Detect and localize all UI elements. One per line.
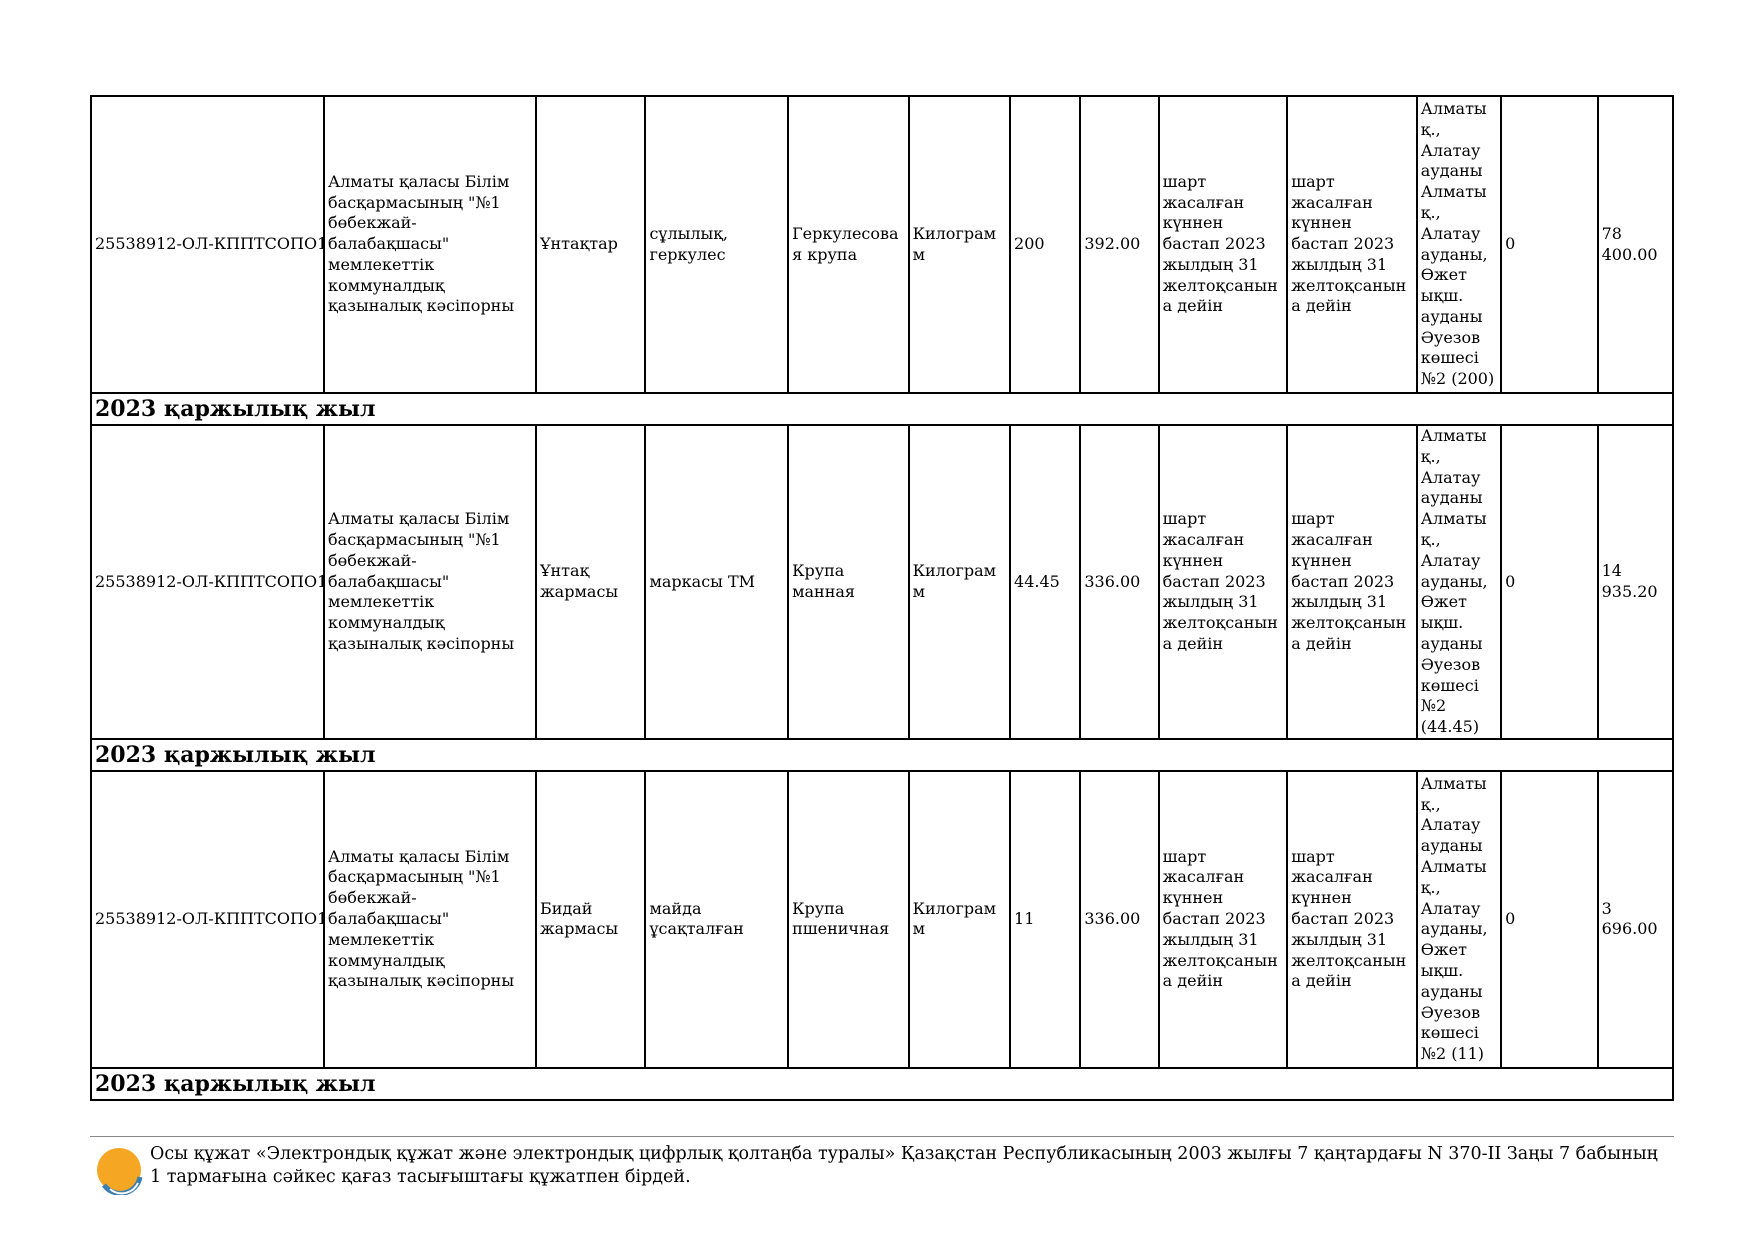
table-row <box>91 96 1673 393</box>
delivery-start-cell: шарт жасалған күннен бастап 2023 жылдың 31 желтоқсанына дейін <box>1159 96 1288 393</box>
egov-logo-icon <box>94 1145 144 1195</box>
total-cell: 78 400.00 <box>1598 96 1673 393</box>
product-cell: Ұнтақтар <box>536 96 645 393</box>
year-label: 2023 қаржылық жыл <box>91 393 1673 425</box>
advance-cell: 0 <box>1501 96 1597 393</box>
year-label: 2023 қаржылық жыл <box>91 739 1673 771</box>
unit-cell: Килограмм <box>909 425 1010 739</box>
product-cell: Бидай жармасы <box>536 771 645 1068</box>
delivery-end-cell: шарт жасалған күннен бастап 2023 жылдың 31 желтоқсанына дейін <box>1287 96 1417 393</box>
price-cell: 392.00 <box>1080 96 1158 393</box>
advance-cell: 0 <box>1501 771 1597 1068</box>
organization-cell: Алматы қаласы Білім басқармасының "№1 бөбекжай-балабақшасы" мемлекеттік коммуналдық қазыналық кәсіпорны <box>324 96 536 393</box>
delivery-end-cell: шарт жасалған күннен бастап 2023 жылдың 31 желтоқсанына дейін <box>1287 771 1417 1068</box>
product-cell: Ұнтақ жармасы <box>536 425 645 739</box>
delivery-end-cell: шарт жасалған күннен бастап 2023 жылдың 31 желтоқсанына дейін <box>1287 425 1417 739</box>
address-cell: Алматы қ., Алатау ауданы Алматы қ., Алатау ауданы, Өжет ықш. ауданы Әуезов көшесі №2 (200) <box>1417 96 1501 393</box>
name-ru-cell: Крупа пшеничная <box>788 771 909 1068</box>
year-row <box>91 739 1673 771</box>
total-cell: 14 935.20 <box>1598 425 1673 739</box>
price-cell: 336.00 <box>1080 771 1158 1068</box>
characteristic-cell: маркасы ТМ <box>645 425 788 739</box>
address-cell: Алматы қ., Алатау ауданы Алматы қ., Алатау ауданы, Өжет ықш. ауданы Әуезов көшесі №2 (44.45) <box>1417 425 1501 739</box>
lot-code-cell: 25538912-ОЛ-КППТСОПО1 <box>91 96 324 393</box>
lot-code-cell: 25538912-ОЛ-КППТСОПО1 <box>91 771 324 1068</box>
name-ru-cell: Крупа манная <box>788 425 909 739</box>
procurement-table <box>90 95 1674 1101</box>
address-cell: Алматы қ., Алатау ауданы Алматы қ., Алатау ауданы, Өжет ықш. ауданы Әуезов көшесі №2 (11) <box>1417 771 1501 1068</box>
footer-legal-text: Осы құжат «Электрондық құжат және электрондық цифрлық қолтаңба туралы» Қазақстан Республикасының 2003 жылғы 7 қаңтардағы N 370-II Заңы 7 бабының 1 тармағына сәйкес қағаз тасығыштағы құжатпен бірдей. <box>150 1144 1658 1187</box>
quantity-cell: 200 <box>1010 96 1080 393</box>
organization-cell: Алматы қаласы Білім басқармасының "№1 бөбекжай-балабақшасы" мемлекеттік коммуналдық қазыналық кәсіпорны <box>324 771 536 1068</box>
characteristic-cell: майда ұсақталған <box>645 771 788 1068</box>
table-row <box>91 425 1673 739</box>
table-row <box>91 771 1673 1068</box>
quantity-cell: 11 <box>1010 771 1080 1068</box>
organization-cell: Алматы қаласы Білім басқармасының "№1 бөбекжай-балабақшасы" мемлекеттік коммуналдық қазыналық кәсіпорны <box>324 425 536 739</box>
year-label: 2023 қаржылық жыл <box>91 1068 1673 1100</box>
name-ru-cell: Геркулесовая крупа <box>788 96 909 393</box>
total-cell: 3 696.00 <box>1598 771 1673 1068</box>
delivery-start-cell: шарт жасалған күннен бастап 2023 жылдың 31 желтоқсанына дейін <box>1159 771 1288 1068</box>
price-cell: 336.00 <box>1080 425 1158 739</box>
advance-cell: 0 <box>1501 425 1597 739</box>
unit-cell: Килограмм <box>909 771 1010 1068</box>
year-row <box>91 1068 1673 1100</box>
delivery-start-cell: шарт жасалған күннен бастап 2023 жылдың 31 желтоқсанына дейін <box>1159 425 1288 739</box>
unit-cell: Килограмм <box>909 96 1010 393</box>
characteristic-cell: сұлылық, геркулес <box>645 96 788 393</box>
lot-code-cell: 25538912-ОЛ-КППТСОПО1 <box>91 425 324 739</box>
quantity-cell: 44.45 <box>1010 425 1080 739</box>
document-footer <box>90 1136 1674 1187</box>
year-row <box>91 393 1673 425</box>
